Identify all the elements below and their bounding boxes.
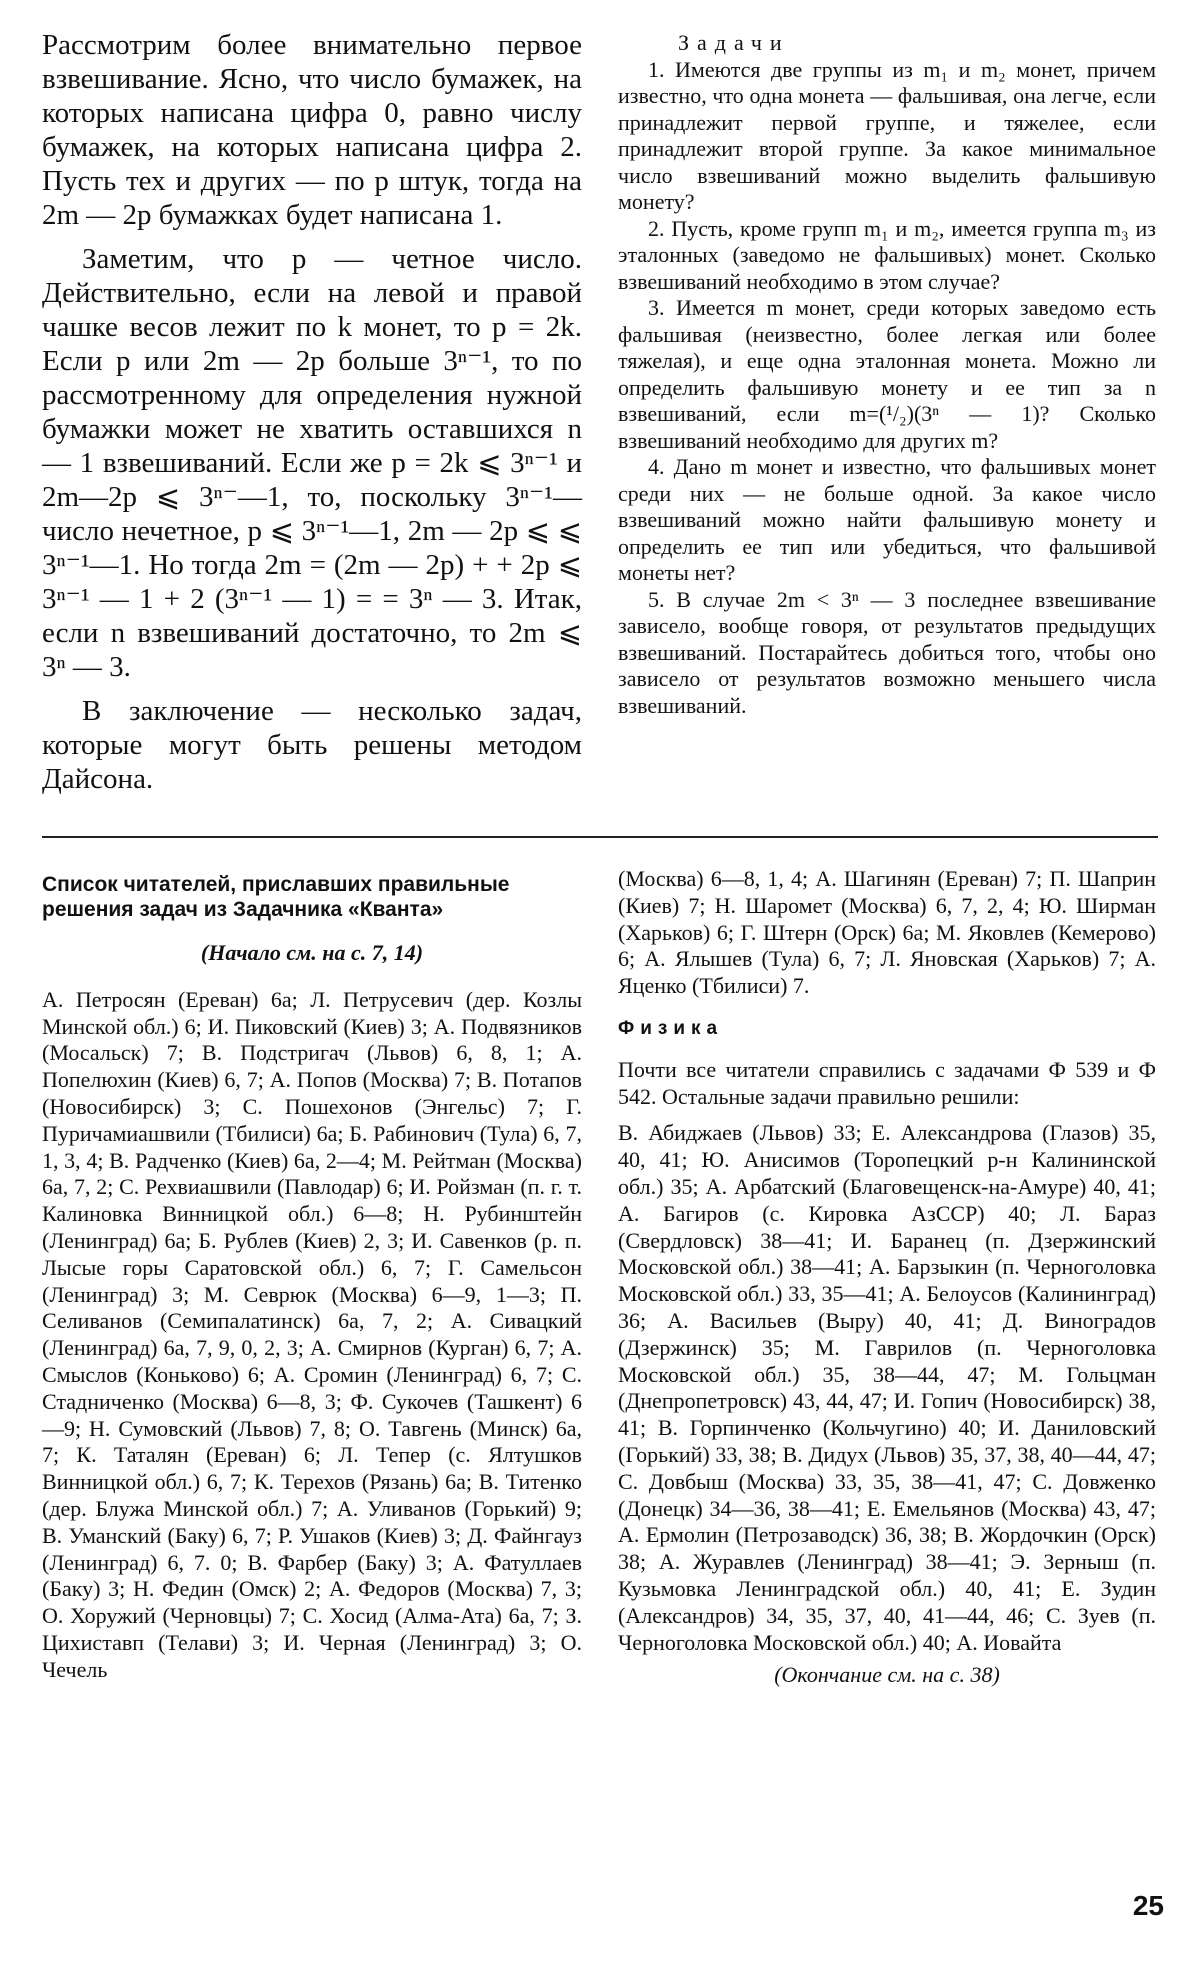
- problem-item: 3. Имеется m монет, среди которых заведомо есть фальшивая (неизвестно, более легкая или более тяжелая), и еще одна эталонная монета. Можно ли определить фальшивую монету и ее тип за n взвешиваний, если m=(¹/₂)(3ⁿ — 1)? Сколько взвешиваний необходимо для других m?: [618, 295, 1156, 453]
- problems-column: [618, 30, 1156, 719]
- problems-heading: Задачи: [678, 30, 790, 55]
- problem-item: 4. Дано m монет и известно, что фальшивых монет среди них — не больше одной. За какое число взвешиваний можно найти фальшивую монету и определить ее тип или убедиться, что фальшивой монеты нет?: [618, 454, 1156, 585]
- readers-list-continuation: (Москва) 6—8, 1, 4; А. Шагинян (Ереван) 7; П. Шаприн (Киев) 7; Н. Шаромет (Москва) 6, 7, 2, 4; Ю. Ширман (Харьков) 6; Г. Штерн (Орск) 6а; М. Яковлев (Кемерово) 6; А. Ялышев (Тула) 6, 7; Л. Яновская (Харьков) 7; А. Яценко (Тбилиси) 7.: [618, 866, 1156, 999]
- continuation-note: (Окончание см. на с. 38): [774, 1662, 1000, 1688]
- physics-intro: Почти все читатели справились с задачами Ф 539 и Ф 542. Остальные задачи правильно решили:: [618, 1056, 1156, 1109]
- readers-list-title: Список читателей, приславших правильные решения задач из Задачника «Кванта»: [42, 873, 510, 921]
- readers-list-column-right: [618, 866, 1156, 1689]
- horizontal-divider: [42, 836, 1158, 838]
- problem-item: 2. Пусть, кроме групп m₁ и m₂, имеется группа m₃ из эталонных (заведомо не фальшивых) монет. Сколько взвешиваний необходимо в этом случае?: [618, 215, 1156, 294]
- readers-list-column-left: [42, 872, 582, 1684]
- article-paragraph: Рассмотрим более внимательно первое взвешивание. Ясно, что число бумажек, на которых написана цифра 0, равно числу бумажек, на которых написана цифра 2. Пусть тех и других — по p штук, тогда на 2m — 2p бумажках будет написана 1.: [42, 29, 582, 231]
- physics-readers-text: В. Абиджаев (Львов) 33; Е. Александрова (Глазов) 35, 40, 41; Ю. Анисимов (Торопецкий р-н Калининской обл.) 35; А. Арбатский (Благовещенск-на-Амуре) 40, 41; А. Багиров (с. Кировка АзССР) 40; Л. Бараз (Свердловск) 38—41; И. Баранец (п. Дзержинский Московской обл.) 38—41; А. Барзыкин (п. Черноголовка Московской обл.) 33, 35—41; А. Белоусов (Калининград) 36; А. Васильев (Выру) 40, 41; Д. Виноградов (Дзержинск) 35; М. Гаврилов (п. Черноголовка Московской обл.) 35, 38—44, 47; М. Гольцман (Днепропетровск) 43, 44, 47; И. Гопич (Новосибирск) 38, 41; В. Горпинченко (Кольчугино) 40; И. Даниловский (Горький) 33, 38; В. Дидух (Львов) 35, 37, 38, 40—44, 47; С. Довбыш (Москва) 33, 35, 38—41, 47; С. Довженко (Донецк) 34—36, 38—41; Е. Емельянов (Москва) 43, 47; А. Ермолин (Петрозаводск) 36, 38; В. Жордочкин (Орск) 38; А. Журавлев (Ленинград) 38—41; Э. Зерныш (п. Кузьмовка Ленинградской обл.) 40, 41; Е. Зудин (Александров) 34, 35, 37, 40, 41—44, 46; С. Зуев (п. Черноголовка Московской обл.) 40; А. Иовайта: [618, 1120, 1156, 1655]
- page-number: 25: [1132, 1890, 1164, 1921]
- physics-heading: Физика: [618, 1017, 724, 1039]
- readers-list-text: А. Петросян (Ереван) 6а; Л. Петрусевич (дер. Козлы Минской обл.) 6; И. Пиковский (Киев) 3; А. Подвязников (Мосальск) 7; В. Подстригач (Львов) 6, 8, 1; А. Попелюхин (Киев) 6, 7; А. Попов (Москва) 7; В. Потапов (Новосибирск) 3; С. Пошехонов (Энгельс) 7; Г. Пуричамиашвили (Тбилиси) 6а; Б. Рабинович (Тула) 6, 7, 1, 3, 4; В. Радченко (Киев) 6а, 2—4; М. Рейтман (Москва) 6а, 7, 2; С. Рехвиашвили (Павлодар) 6; И. Ройзман (п. г. т. Калиновка Винницкой обл.) 6—8; Н. Рубинштейн (Ленинград) 6а; Б. Рублев (Киев) 2, 3; И. Савенков (р. п. Лысые горы Саратовской обл.) 6, 7; Г. Самельсон (Ленинград) 3; М. Севрюк (Москва) 6—9, 1—3; П. Селиванов (Семипалатинск) 6а, 7, 2; А. Сивацкий (Ленинград) 6а, 7, 9, 0, 2, 3; А. Смирнов (Курган) 6, 7; А. Смыслов (Коньково) 6; А. Сромин (Ленинград) 6, 7; С. Стадниченко (Москва) 6—8, 3; Ф. Сукочев (Ташкент) 6—9; Н. Сумовский (Львов) 7, 8; О. Тавгень (Минск) 6а, 7; К. Таталян (Ереван) 6; Л. Тепер (с. Ялтушков Винницкой обл.) 6, 7; К. Терехов (Рязань) 6а; В. Титенко (дер. Блужа Минской обл.) 7; А. Уливанов (Горький) 9; В. Уманский (Баку) 6, 7; Р. Ушаков (Киев) 3; Д. Файнгауз (Ленинград) 6, 7. 0; В. Фарбер (Баку) 3; А. Фатуллаев (Баку) 3; Н. Федин (Омск) 2; А. Федоров (Москва) 7, 3; О. Хоружий (Черновцы) 7; С. Хосид (Алма-Ата) 6а, 7; З. Цихиставп (Телави) 3; И. Черная (Ленинград) 3; О. Чечель: [42, 986, 582, 1682]
- readers-list-subtitle: (Начало см. на с. 7, 14): [200, 940, 424, 965]
- article-paragraph: Заметим, что p — четное число. Действительно, если на левой и правой чашке весов лежит по k монет, то p = 2k. Если p или 2m — 2p больше 3ⁿ⁻¹, то по рассмотренному для определения нужной бумажки может не хватить оставшихся n — 1 взвешиваний. Если же p = 2k ⩽ 3ⁿ⁻¹ и 2m—2p ⩽ 3ⁿ⁻—1, то, поскольку 3ⁿ⁻¹— число нечетное, p ⩽ 3ⁿ⁻¹—1, 2m — 2p ⩽ ⩽ 3ⁿ⁻¹—1. Но тогда 2m = (2m — 2p) + + 2p ⩽ 3ⁿ⁻¹ — 1 + 2 (3ⁿ⁻¹ — 1) = = 3ⁿ — 3. Итак, если n взвешиваний достаточно, то 2m ⩽ 3ⁿ — 3.: [42, 243, 582, 683]
- problem-item: 5. В случае 2m < 3ⁿ — 3 последнее взвешивание зависело, вообще говоря, от результатов предыдущих взвешиваний. Постарайтесь добиться того, чтобы оно зависело от результатов возможно меньшего числа взвешиваний.: [618, 586, 1156, 718]
- article-text-column: [42, 28, 582, 806]
- problem-item: 1. Имеются две группы из m₁ и m₂ монет, причем известно, что одна монета — фальшивая, она легче, если принадлежит первой группе, и тяжелее, если принадлежит второй группе. За какое минимальное число взвешиваний можно выделить фальшивую монету?: [618, 56, 1156, 214]
- article-paragraph: В заключение — несколько задач, которые могут быть решены методом Дайсона.: [42, 695, 582, 795]
